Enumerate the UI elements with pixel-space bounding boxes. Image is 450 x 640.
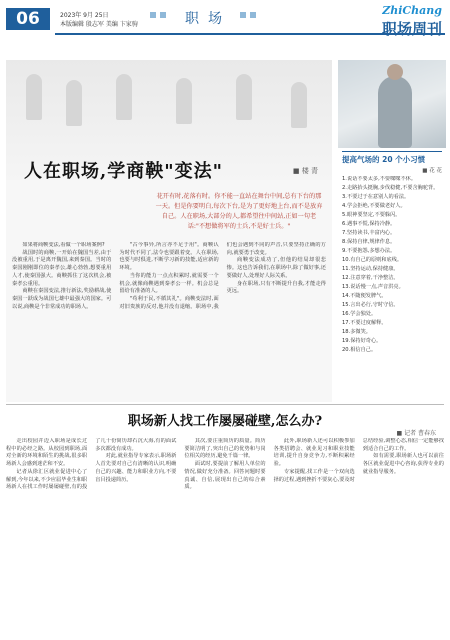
decor-square [240,12,246,18]
list-item: 15.言出必行,守时守信。 [342,302,399,308]
figure-silhouette [176,78,192,124]
sidebar-rule [342,151,442,152]
paragraph: 如果将商鞅变法,看做一个职场案例? [22,242,105,248]
paragraph: 当你的能力一点点积累时,就需要一个机会,就像商鞅遇到秦孝公一样。机会总是留给有准备的人。 [119,272,219,295]
list-item: 12.注意穿着,干净整洁。 [342,275,399,281]
sidebar-list [342,176,444,400]
list-item: 18.多微笑。 [342,329,371,335]
list-item: 17.不要过度解释。 [342,320,387,326]
figure-silhouette [291,82,307,128]
list-item: 8.保持自律,规律作息。 [342,239,396,245]
list-item: 5.眼神要坚定,不要躲闪。 [342,212,401,218]
article-headline: 人在职场,学商鞅"变法" [24,161,224,182]
paragraph: 战国时的商鞅,一开始在魏国当差,由于没被重用,于是离开魏国,来到秦国。当时的秦国刚刚即位的秦孝公,雄心勃勃,想要重用人才,使秦国强大。商鞅抓住了这次机会,被秦孝公重用。 [12,249,112,287]
paragraph: 商鞅变法成功了,但他的结局却很悲惨。这也告诉我们,在职场中,除了做好事,还要做好人,处理好人际关系。 [226,257,326,279]
paragraph: 专家提醒,找工作是一个双向选择的过程,遇到挫折不要灰心,要及时总结经验,调整心态,相信一定能够找到适合自己的工作。 [273,438,444,483]
paragraph: 商鞅在秦国变法,推行新法,奖励耕战,使秦国一跃成为战国七雄中最强大的国家。可以说,商鞅是个非常成功的职场人。 [12,288,112,310]
page-number: 06 [6,8,50,30]
sidebar-byline: ■ 花 花 [422,168,442,174]
paragraph: 走出校园并迈入职场是成长过程中的必经之路。从校园到职场,面对全新的环境和陌生的挑战,很多职场新人会感到迷茫和不安。 [6,438,88,468]
brand-logo: 职场周刊 [381,20,442,38]
section-divider [6,404,444,405]
paragraph: 此外,职场新人还可以积极参加各类招聘会、就业见习和职业技能培训,提升自身竞争力,不断积累经验。 [273,438,355,468]
paragraph: 面试时,要提前了解用人单位的情况,做好充分准备。回答问题时要真诚、自信,展现出自己的综合素质。 [184,461,266,491]
list-item: 10.有自己的原则和底线。 [342,257,403,263]
person-head [387,64,403,80]
paragraph: 身在职场,只有不断提升自我,才能走得更远。 [226,280,326,295]
list-item: 9.不要抱怨,多想办法。 [342,248,396,254]
decor-square [160,12,166,18]
figure-silhouette [116,74,132,120]
figure-silhouette [66,80,82,126]
decor-square [250,12,256,18]
figure-silhouette [26,74,42,120]
list-item: 13.说话慢一点,声音洪亮。 [342,284,404,290]
publish-date: 2023年 9月 25日 [60,12,109,19]
figure-silhouette [236,74,252,120]
article-byline: ■ 楼 青 [292,167,318,175]
article-body [6,438,444,634]
list-item: 1.说话不要太多,不要喋喋不休。 [342,176,417,182]
article-lede: 花开有时,花落有时。你不能一直站在舞台中间,总有下台的那一天。但是你要明白,每次下台,是为了更好地上台,而不是放弃自己。人在职场,大部分的人,都希望往中间站,正如一句老话:"不想做将军的士兵,不是好士兵。" [155,193,323,230]
paragraph: "苟利于民,不循其礼"。商鞅变法时,面对旧贵族的反对,他并没有退缩。职场中,我们也会遇到不同的声音,只要坚持正确的方向,就要勇于改变。 [119,242,326,310]
list-item: 7.坚持读书,丰富内心。 [342,230,396,236]
paragraph: "古今事异,所言亦不足于用"。商鞅认为时代不同了,法令也要跟着变。人在职场,也要与时俱进,不断学习新的技能,适应新的环境。 [119,242,219,272]
list-item: 2.走路抬头挺胸,步伐稳健,不要含胸驼背。 [342,185,439,191]
page-header [0,0,450,58]
paragraph: 其次,要注重简历的质量。简历要简洁明了,突出自己的优势和与岗位相关的经历,避免千篇一律。 [184,438,266,460]
list-item: 3.不要过于在意别人的看法。 [342,194,410,200]
person-figure [378,76,412,148]
list-item: 11.坚持运动,保持健康。 [342,266,399,272]
list-item: 4.学会拒绝,不要做老好人。 [342,203,406,209]
article-headline: 职场新人找工作屡屡碰壁,怎么办? [127,414,323,429]
decor-square [150,12,156,18]
paragraph: 如有需要,职场新人也可以前往各区就业促进中心咨询,获得专业的就业指导服务。 [362,453,444,475]
list-item: 19.保持好奇心。 [342,338,382,344]
article-byline: ■ 记者 曹春东 [396,430,436,437]
section-title: 职场 [185,11,231,27]
list-item: 6.遇事不慌,保持冷静。 [342,221,396,227]
brand-english: ZhiChang [382,4,442,17]
list-item: 16.学会独处。 [342,311,377,317]
editor-credits: 本版编辑 殷志军 美编 卞家驹 [60,21,138,28]
article-body [12,242,326,398]
sidebar-photo [338,60,446,148]
sidebar-article [338,60,446,402]
sidebar-headline: 提高气场的 20 个小习惯 [342,155,426,164]
feature-article [6,60,332,402]
paragraph: 对此,就业指导专家表示,职场新人首先要对自己有清晰的认识,明确自己的兴趣、能力和职业方向,不要盲目投递简历。 [95,453,177,483]
paragraph: 记者从徐汇区就业促进中心了解到,今年以来,不少应届毕业生和职场新人在找工作时屡屡碰壁,有的投了几十份简历却石沉大海,有的面试多次都没有成功。 [6,438,177,491]
list-item: 14.不随便发脾气。 [342,293,387,299]
list-item: 20.相信自己。 [342,347,377,353]
